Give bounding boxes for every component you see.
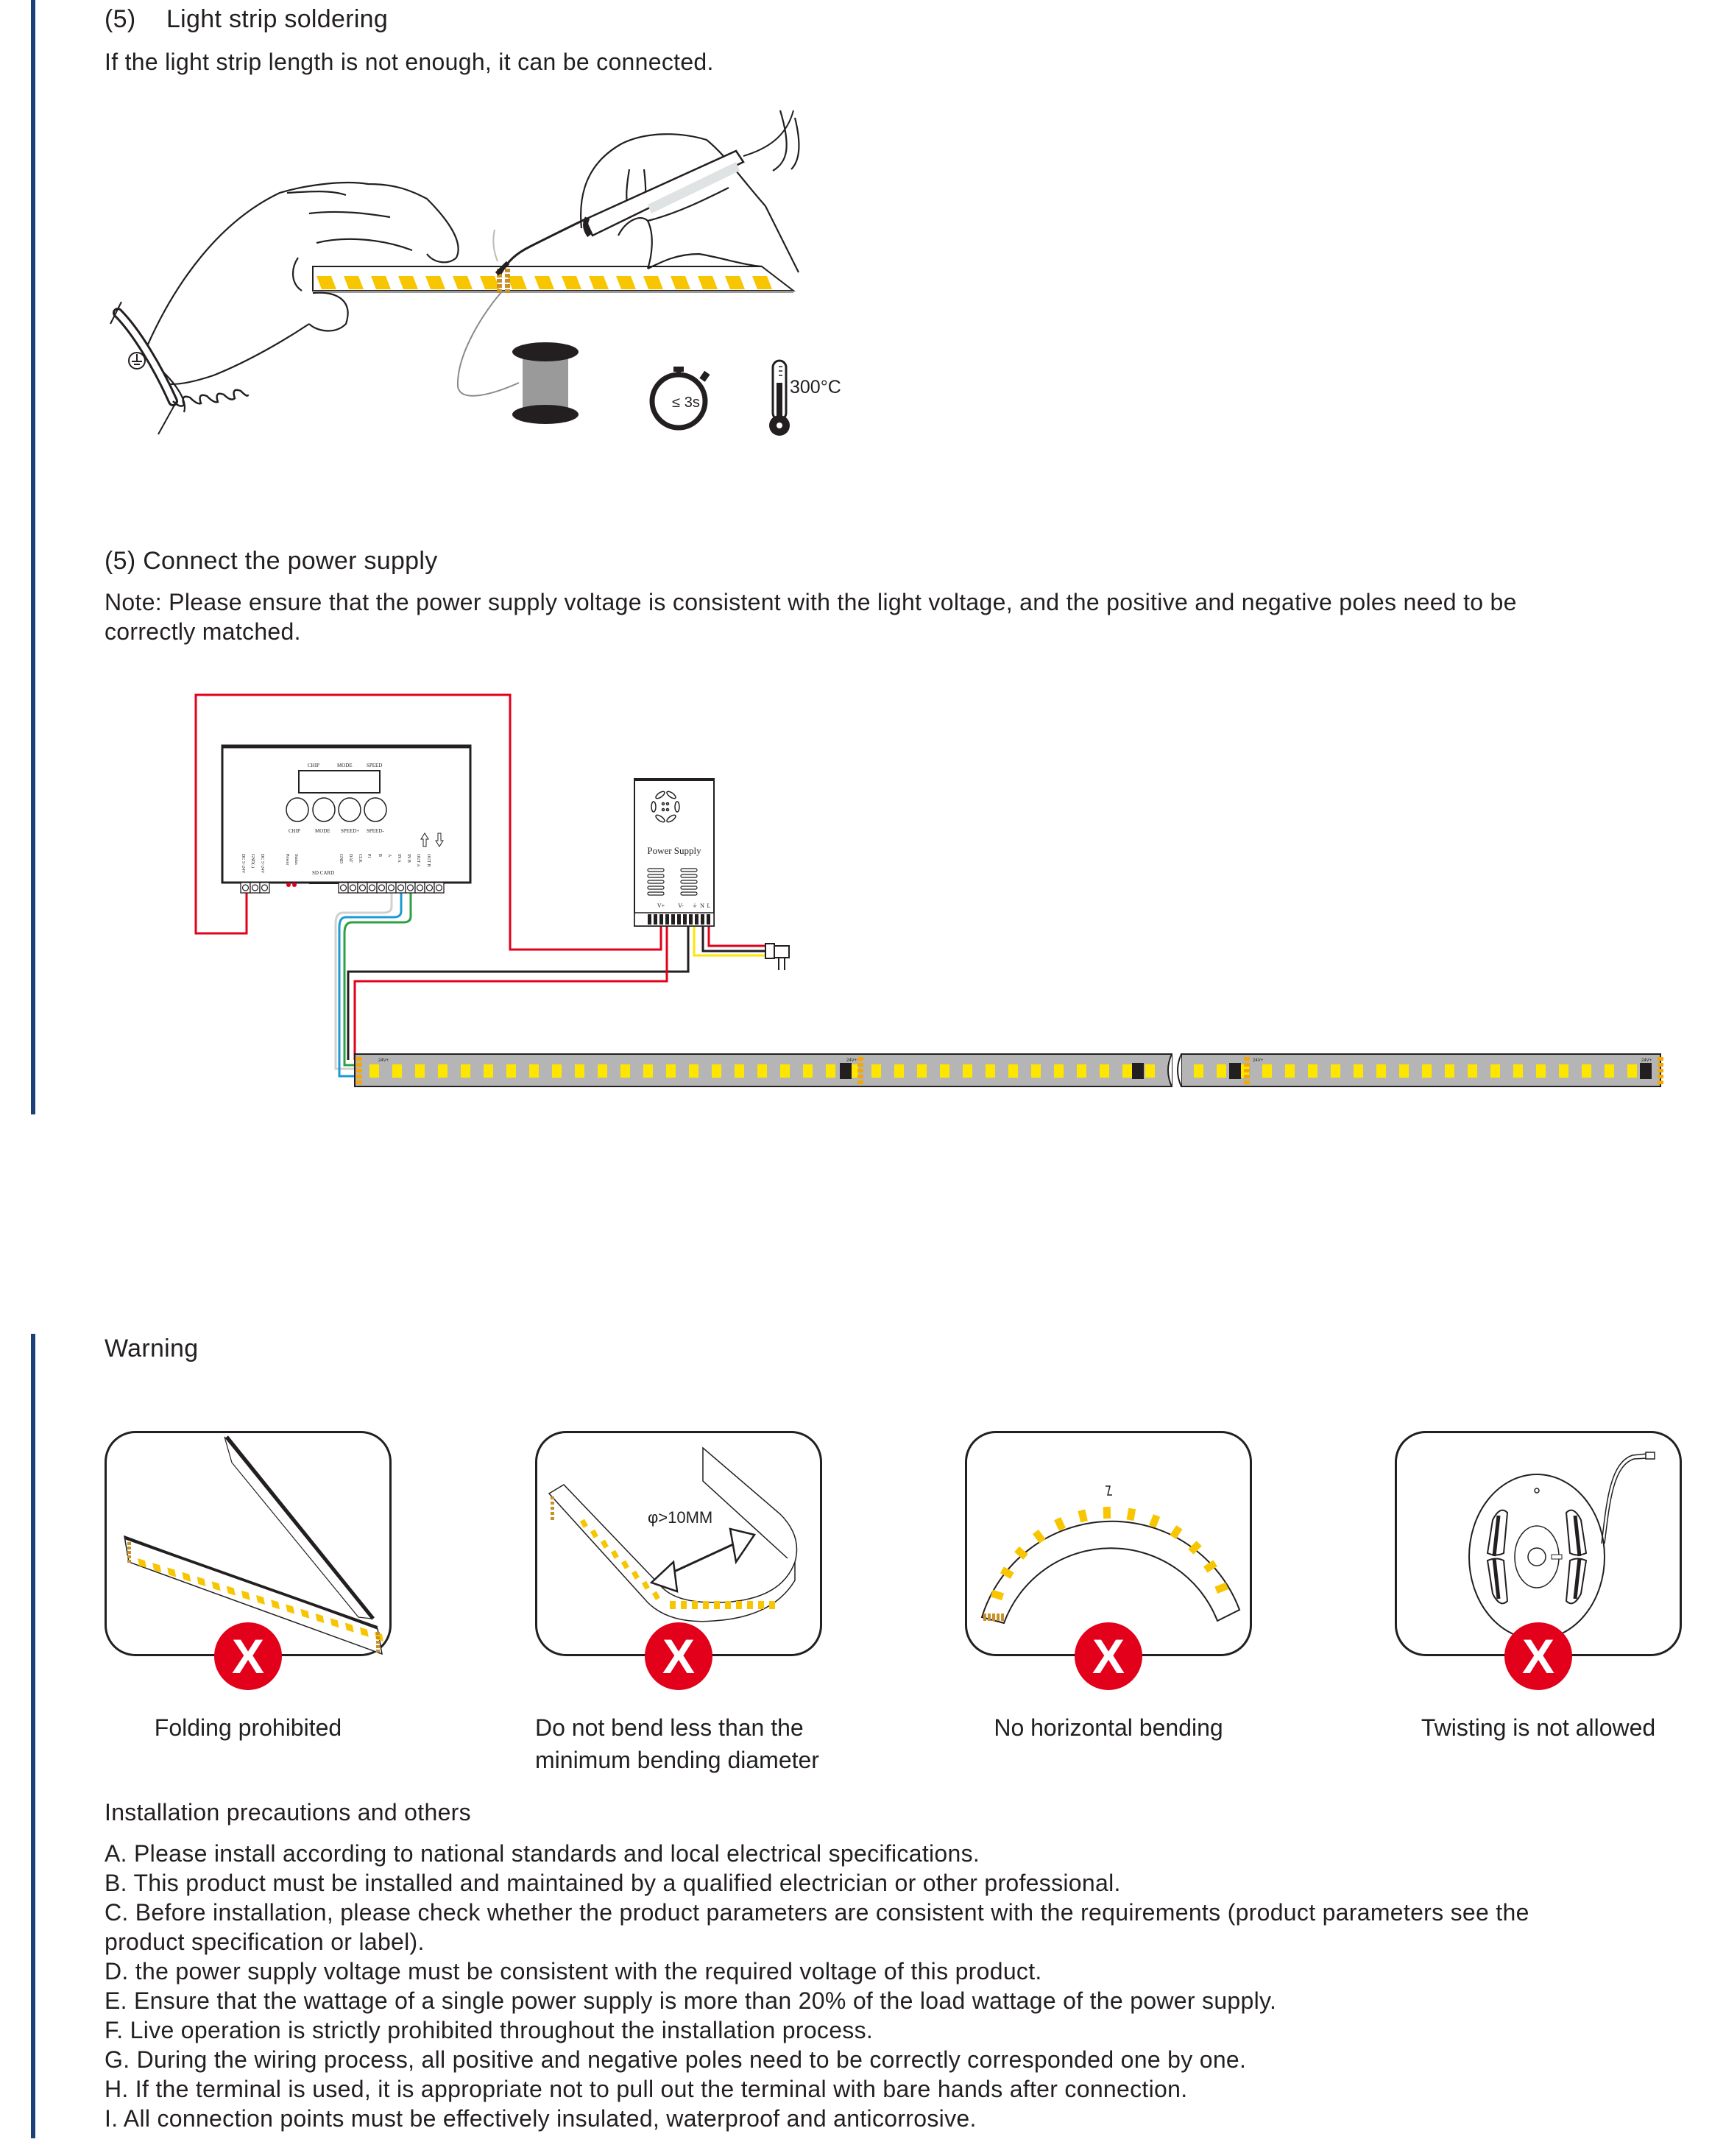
precaution-item: G. During the wiring process, all positive and negative poles need to be correctly corresponded one by one. — [105, 2046, 1247, 2073]
warning-title: Warning — [105, 1335, 199, 1362]
led-chip — [1605, 1064, 1614, 1078]
psu-terminal — [648, 914, 651, 925]
svg-text:φ>10MM: φ>10MM — [648, 1508, 713, 1527]
led-chip — [1354, 1064, 1363, 1078]
warning-label: No horizontal bending — [994, 1714, 1223, 1741]
precaution-item: D. the power supply voltage must be consistent with the required voltage of this product. — [105, 1958, 1042, 1984]
led-chip — [1422, 1064, 1432, 1078]
precaution-item: H. If the terminal is used, it is appropriate not to pull out the terminal with bare hands after connection. — [105, 2076, 1188, 2102]
led-chip — [506, 1064, 516, 1078]
black-wire-vminus — [348, 924, 688, 1060]
ic-chip — [1640, 1063, 1652, 1079]
power-note-line1: Note: Please ensure that the power supply voltage is consistent with the light voltage, and the positive and negative poles need to be — [105, 589, 1517, 615]
led-chip — [666, 1064, 676, 1078]
led-chip — [415, 1064, 425, 1078]
solder-pad — [857, 1057, 863, 1061]
psu-terminal — [695, 914, 698, 925]
port-label: GND(-) — [250, 854, 255, 868]
port-label: CLK — [358, 854, 362, 863]
precaution-item: I. All connection points must be effectively insulated, waterproof and anticorrosive. — [105, 2105, 977, 2132]
led-chip — [1582, 1064, 1591, 1078]
controller-button[interactable] — [339, 798, 361, 821]
warning-label: Folding prohibited — [154, 1714, 342, 1741]
led-chip — [940, 1064, 949, 1078]
strip-polarity-label: 24V+ — [846, 1058, 857, 1063]
led-chip — [826, 1064, 835, 1078]
warning-label: Twisting is not allowed — [1421, 1714, 1656, 1741]
section-accent-bar-bottom — [31, 1334, 35, 2138]
solder-pad — [1244, 1069, 1250, 1072]
led-chip — [1445, 1064, 1454, 1078]
display-label: MODE — [337, 763, 353, 768]
prohibited-x-badge-icon: X — [1075, 1622, 1142, 1690]
port-label: A — [387, 854, 392, 858]
port-label: GND — [339, 854, 343, 863]
led-chip — [1100, 1064, 1109, 1078]
precaution-item: B. This product must be installed and maintained by a qualified electrician or other professional. — [105, 1870, 1121, 1896]
solder-pad — [857, 1063, 863, 1067]
port-label: DAT — [348, 854, 353, 863]
led-chip — [735, 1064, 744, 1078]
precaution-item: A. Please install according to national standards and local electrical specifications. — [105, 1840, 980, 1867]
installation-title: Installation precautions and others — [105, 1799, 471, 1825]
led-chip — [1031, 1064, 1041, 1078]
power-note-line2: correctly matched. — [105, 618, 301, 645]
led-chip — [1536, 1064, 1546, 1078]
port-label: B — [378, 854, 382, 858]
led-chip — [392, 1064, 402, 1078]
mains-live-wire — [709, 924, 765, 946]
led-chip — [1627, 1064, 1637, 1078]
led-chip — [894, 1064, 904, 1078]
solder-pad — [356, 1075, 362, 1078]
led-chip — [1122, 1064, 1132, 1078]
led-chip — [552, 1064, 562, 1078]
led-chip — [917, 1064, 927, 1078]
led-chip — [1145, 1064, 1155, 1078]
strip-polarity-label: 24V+ — [378, 1058, 389, 1063]
button-label: SPEED- — [367, 828, 384, 834]
prohibited-x-badge-icon: X — [1504, 1622, 1572, 1690]
warning-label: Do not bend less than the minimum bending diameter — [535, 1714, 819, 1773]
led-chip — [780, 1064, 790, 1078]
led-chip — [1194, 1064, 1203, 1078]
psu-terminal — [654, 914, 657, 925]
solder-pad — [1244, 1063, 1250, 1067]
led-chip — [757, 1064, 767, 1078]
power-supply-unit — [634, 779, 714, 926]
strip-polarity-label: 24V+ — [1641, 1058, 1652, 1063]
solder-pad — [857, 1069, 863, 1072]
controller-display — [299, 771, 380, 793]
led-chip — [1376, 1064, 1386, 1078]
solder-temperature-label: 300°C — [790, 377, 841, 397]
solder-pad — [1244, 1075, 1250, 1078]
psu-terminal-label: L — [707, 902, 711, 909]
port-label: Status — [294, 854, 298, 865]
solder-pad — [1658, 1069, 1663, 1072]
led-chip — [575, 1064, 584, 1078]
button-label: CHIP — [289, 828, 300, 834]
led-chip — [963, 1064, 972, 1078]
port-label: DC 5~24V — [241, 854, 245, 874]
psu-label: Power Supply — [647, 845, 701, 856]
led-chip — [484, 1064, 493, 1078]
psu-terminal-label: V- — [678, 902, 684, 909]
led-chip — [1513, 1064, 1523, 1078]
psu-terminal — [677, 914, 681, 925]
psu-terminal-label: N — [700, 902, 704, 909]
solder-pad — [1658, 1063, 1663, 1067]
psu-terminal-label: ⏚ — [692, 902, 698, 909]
led-chip — [1008, 1064, 1018, 1078]
display-label: SPEED — [367, 763, 383, 768]
led-chip — [1468, 1064, 1477, 1078]
precaution-item: F. Live operation is strictly prohibited throughout the installation process. — [105, 2017, 874, 2043]
ic-chip — [840, 1063, 852, 1079]
led-chip — [1559, 1064, 1568, 1078]
led-chip — [1077, 1064, 1086, 1078]
solder-pad — [356, 1081, 362, 1084]
ic-chip — [1132, 1063, 1144, 1079]
mains-plug-icon — [765, 944, 789, 970]
solder-pad — [1658, 1075, 1663, 1078]
controller-button[interactable] — [313, 798, 335, 821]
solder-pad — [356, 1057, 362, 1061]
button-label: SPEED+ — [341, 828, 360, 834]
led-chip — [1054, 1064, 1064, 1078]
led-chip — [1285, 1064, 1295, 1078]
solder-pad — [1244, 1081, 1250, 1084]
psu-terminal — [689, 914, 693, 925]
port-label: OUT A — [416, 854, 420, 867]
psu-terminal — [683, 914, 687, 925]
solder-pad — [356, 1069, 362, 1072]
psu-terminal — [707, 914, 710, 925]
port-label: OUT B — [426, 854, 431, 867]
controller-button[interactable] — [286, 798, 308, 821]
psu-terminal — [659, 914, 663, 925]
solder-pad — [1658, 1057, 1663, 1061]
led-controller — [222, 746, 470, 893]
led-chip — [598, 1064, 607, 1078]
led-strip — [355, 1054, 1663, 1086]
strip-polarity-label: 24V+ — [1253, 1058, 1264, 1063]
led-chip — [986, 1064, 995, 1078]
button-label: MODE — [315, 828, 330, 834]
led-chip — [1262, 1064, 1272, 1078]
solder-time-label: ≤ 3s — [672, 395, 700, 411]
port-label: DC 5~24V — [260, 854, 264, 874]
soldering-title-text: Light strip soldering — [166, 5, 389, 33]
port-label: Power — [285, 854, 289, 866]
led-chip — [620, 1064, 630, 1078]
precaution-item: C. Before installation, please check whether the product parameters are consistent with the requirements (product parameters see the — [105, 1899, 1529, 1926]
led-chip — [1331, 1064, 1340, 1078]
led-chip — [1217, 1064, 1226, 1078]
port-label: SD CARD — [312, 870, 335, 876]
led-chip — [803, 1064, 813, 1078]
solder-pad — [1658, 1081, 1663, 1084]
prohibited-x-badge-icon: X — [645, 1622, 712, 1690]
display-label: CHIP — [308, 763, 319, 768]
led-chip — [1399, 1064, 1409, 1078]
controller-button[interactable] — [364, 798, 386, 821]
prohibited-x-badge-icon: X — [214, 1622, 282, 1690]
psu-terminal — [671, 914, 675, 925]
psu-terminal — [701, 914, 704, 925]
led-chip — [643, 1064, 653, 1078]
led-chip — [871, 1064, 881, 1078]
solder-pad — [356, 1063, 362, 1067]
soldering-title-number: (5) — [105, 5, 136, 33]
port-label: IN B — [406, 854, 411, 863]
led-chip — [689, 1064, 698, 1078]
led-chip — [1308, 1064, 1317, 1078]
solder-pad — [857, 1081, 863, 1084]
port-label: PI — [367, 854, 371, 858]
solder-pad — [1244, 1057, 1250, 1061]
precaution-item: product specification or label). — [105, 1929, 425, 1955]
soldering-description: If the light strip length is not enough, it can be connected. — [105, 49, 714, 75]
led-chip — [529, 1064, 539, 1078]
psu-terminal — [665, 914, 669, 925]
led-chip — [438, 1064, 448, 1078]
led-chip — [461, 1064, 470, 1078]
solder-pad — [857, 1075, 863, 1078]
led-chip — [1490, 1064, 1500, 1078]
port-label: IN A — [397, 854, 401, 863]
led-chip — [712, 1064, 721, 1078]
ic-chip — [1229, 1063, 1241, 1079]
led-chip — [369, 1064, 379, 1078]
psu-terminal-label: V+ — [657, 902, 665, 909]
precaution-item: E. Ensure that the wattage of a single power supply is more than 20% of the load wattage of the power supply. — [105, 1987, 1277, 2014]
power-section-title: (5) Connect the power supply — [105, 547, 438, 575]
